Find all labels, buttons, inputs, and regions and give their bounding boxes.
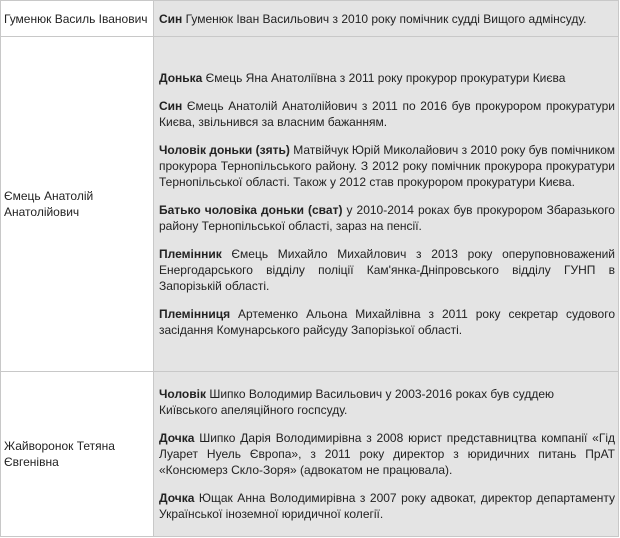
- relatives-cell: [154, 372, 619, 537]
- person-name-cell: [1, 1, 154, 37]
- relation-label: Дочка: [159, 431, 195, 445]
- relation-label: Племінник: [159, 247, 222, 261]
- relation-label: Донька: [159, 71, 203, 85]
- person-name: Жайворонок Тетяна Євгенівна: [4, 439, 115, 469]
- relation-label: Дочка: [159, 491, 195, 505]
- person-name-cell: [1, 372, 154, 537]
- relative-entry: [159, 430, 615, 478]
- table-row: [1, 372, 619, 537]
- relation-label: Син: [159, 11, 183, 26]
- relation-text: у 2010-2014 роках був прокурором Збаразького району Тернопільської області, зараз на пенсії.: [159, 203, 615, 233]
- relation-text: Шипко Володимир Васильович у 2003-2016 роках був суддею Київського апеляційного госпсуду.: [159, 387, 555, 417]
- relation-text: Ємець Анатолій Анатолійович з 2011 по 2016 був прокурором прокуратури Києва, звільнився за власним бажанням.: [159, 99, 615, 129]
- relation-text: Шипко Дарія Володимирівна з 2008 юрист представництва компанії «Гід Луарет Нуель Європа», з 2011 року директор з юридичних питань ПрАТ «Консюмерз Скло-Зоря» (адвокатом не працювала).: [159, 431, 615, 477]
- relatives-cell: [154, 37, 619, 372]
- person-name-cell: [1, 37, 154, 372]
- relation-text: Гуменюк Іван Васильович з 2010 року помічник судді Вищого адмінсуду.: [182, 11, 587, 26]
- relative-entry: [159, 11, 615, 27]
- relative-entry: [159, 306, 615, 338]
- table-row: [1, 37, 619, 372]
- relation-text: Матвійчук Юрій Миколайович з 2010 року був помічником прокурора Тернопільського району. З 2012 року помічник прокурора прокуратури Тернопільської області. Також у 2012 став прокурором прокуратури Києва.: [159, 143, 616, 189]
- table-row: [1, 1, 619, 37]
- relation-label: Син: [159, 99, 183, 113]
- relative-entry: [159, 490, 615, 522]
- relation-text: Ємець Михайло Михайлович з 2013 року оперуповноважений Енергодарського відділу поліції Кам'янка-Дніпровського відділу ГУНП в Запорізькій області.: [159, 247, 615, 293]
- relative-entry: [159, 142, 615, 190]
- relation-text: Ємець Яна Анатоліївна з 2011 року прокурор прокуратури Києва: [202, 71, 566, 85]
- relation-text: Ющак Анна Володимирівна з 2007 року адвокат, директор департаменту Української іноземної юридичної колегії.: [159, 491, 615, 521]
- relative-entry: [159, 386, 615, 418]
- relative-entry: [159, 246, 615, 294]
- relation-label: Чоловік: [159, 387, 206, 401]
- relation-text: Артеменко Альона Михайлівна з 2011 року секретар судового засідання Комунарського райсуду Запорізької області.: [159, 307, 615, 337]
- relation-label: Батько чоловіка доньки (сват): [159, 203, 343, 217]
- relative-entry: [159, 98, 615, 130]
- person-name: Гуменюк Василь Іванович: [4, 11, 148, 26]
- relation-label: Чоловік доньки (зять): [159, 143, 290, 157]
- relatives-cell: [154, 1, 619, 37]
- relative-entry: [159, 70, 615, 86]
- person-name: Ємець Анатолій Анатолійович: [4, 189, 94, 219]
- relation-label: Племінниця: [159, 307, 231, 321]
- relative-entry: [159, 202, 615, 234]
